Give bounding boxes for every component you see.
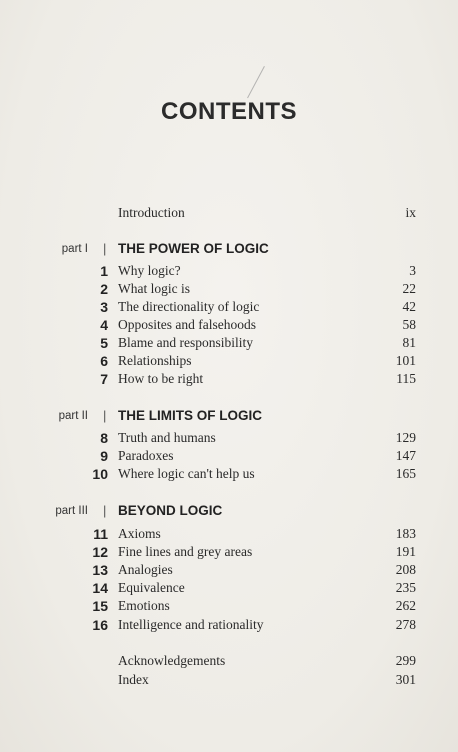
entry-page-number: 208 <box>395 562 416 577</box>
part-heading-row <box>0 407 458 425</box>
part-heading-row <box>0 502 458 520</box>
page-title: CONTENTS <box>161 98 297 125</box>
entry-label: How to be right <box>118 371 204 386</box>
entry-label: Fine lines and grey areas <box>118 544 253 559</box>
entry-page-number: 115 <box>396 371 416 386</box>
toc-entry[interactable] <box>0 616 458 634</box>
entry-page-number: ix <box>405 205 416 220</box>
entry-label: What logic is <box>118 281 190 296</box>
part-label: part I <box>61 243 88 255</box>
entry-label: Where logic can't help us <box>118 466 255 481</box>
entry-page-number: 235 <box>395 580 416 595</box>
toc-entry[interactable] <box>0 316 458 334</box>
entry-page-number: 262 <box>395 598 416 613</box>
entry-label: Axioms <box>118 526 161 541</box>
entry-label: Analogies <box>118 562 173 577</box>
entry-page-number: 165 <box>395 466 416 481</box>
chapter-number: 4 <box>100 317 108 333</box>
chapter-number: 11 <box>93 526 108 542</box>
toc-entry[interactable] <box>0 429 458 447</box>
entry-page-number: 147 <box>395 448 416 463</box>
chapter-number: 1 <box>100 263 108 279</box>
chapter-number: 9 <box>100 448 108 464</box>
entry-page-number: 129 <box>395 430 416 445</box>
entry-label: Why logic? <box>118 263 181 278</box>
entry-label: Relationships <box>118 353 192 368</box>
chapter-number: 5 <box>100 335 108 351</box>
entry-page-number: 183 <box>395 526 416 541</box>
entry-label: Opposites and falsehoods <box>118 317 256 332</box>
toc-entry[interactable] <box>0 280 458 298</box>
entry-label: Index <box>118 672 149 687</box>
chapter-number: 14 <box>92 580 108 596</box>
entry-page-number: 301 <box>395 672 416 687</box>
entry-label: Introduction <box>118 205 185 220</box>
entry-label: Emotions <box>118 598 170 613</box>
chapter-number: 13 <box>92 562 108 578</box>
chapter-number: 7 <box>100 371 108 387</box>
toc-entry[interactable] <box>0 298 458 316</box>
part-separator: | <box>103 408 107 423</box>
part-heading: BEYOND LOGIC <box>118 503 223 518</box>
part-heading: THE POWER OF LOGIC <box>118 241 269 256</box>
part-label: part II <box>58 410 88 422</box>
toc-entry[interactable] <box>0 579 458 597</box>
chapter-number: 2 <box>100 281 108 297</box>
toc-entry[interactable] <box>0 370 458 388</box>
toc-entry[interactable] <box>0 352 458 370</box>
entry-page-number: 81 <box>402 335 416 350</box>
entry-page-number: 191 <box>395 544 416 559</box>
toc-entry-index[interactable] <box>0 671 458 689</box>
part-heading-row <box>0 240 458 258</box>
chapter-number: 12 <box>92 544 108 560</box>
entry-label: Blame and responsibility <box>118 335 253 350</box>
entry-page-number: 22 <box>402 281 416 296</box>
entry-page-number: 58 <box>402 317 416 332</box>
chapter-number: 8 <box>100 430 108 446</box>
entry-page-number: 42 <box>402 299 416 314</box>
entry-label: Acknowledgements <box>118 653 226 668</box>
entry-label: Intelligence and rationality <box>118 617 264 632</box>
chapter-number: 16 <box>92 617 108 633</box>
toc-entry[interactable] <box>0 543 458 561</box>
entry-page-number: 3 <box>409 263 416 278</box>
toc-entry[interactable] <box>0 597 458 615</box>
toc-entry[interactable] <box>0 465 458 483</box>
entry-page-number: 101 <box>395 353 416 368</box>
part-heading: THE LIMITS OF LOGIC <box>118 408 262 423</box>
toc-entry-introduction[interactable] <box>0 204 458 222</box>
chapter-number: 6 <box>100 353 108 369</box>
chapter-number: 15 <box>92 598 108 614</box>
toc-entry[interactable] <box>0 561 458 579</box>
entry-page-number: 278 <box>395 617 416 632</box>
toc-entry[interactable] <box>0 447 458 465</box>
part-separator: | <box>103 241 107 256</box>
entry-label: Truth and humans <box>118 430 216 445</box>
toc-entry-acknowledgements[interactable] <box>0 652 458 670</box>
chapter-number: 10 <box>92 466 108 482</box>
entry-label: Equivalence <box>118 580 185 595</box>
chapter-number: 3 <box>100 299 108 315</box>
part-label: part III <box>55 505 88 517</box>
entry-page-number: 299 <box>395 653 416 668</box>
entry-label: The directionality of logic <box>118 299 260 314</box>
pencil-mark <box>247 66 265 98</box>
toc-entry[interactable] <box>0 334 458 352</box>
toc-entry[interactable] <box>0 262 458 280</box>
part-separator: | <box>103 503 107 518</box>
toc-entry[interactable] <box>0 525 458 543</box>
entry-label: Paradoxes <box>118 448 174 463</box>
